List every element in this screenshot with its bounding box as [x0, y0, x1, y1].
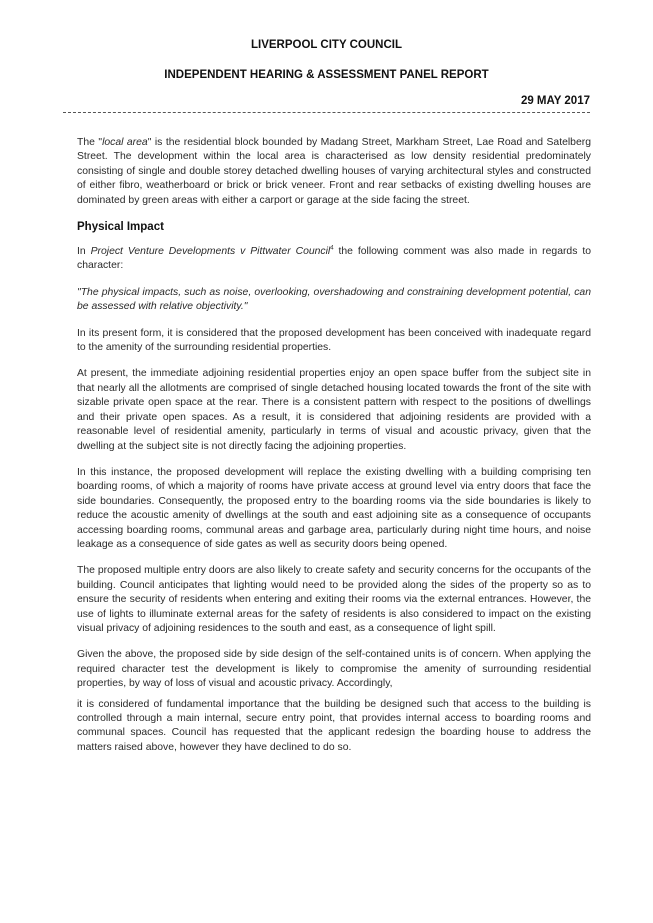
boarding-rooms-paragraph: In this instance, the proposed development will replace the existing dwelling with a building comprising ten boarding rooms, of which a majority of rooms have private access at ground level via entry doors that face the side boundaries. Consequently, the proposed entry to the boarding rooms via the side boundaries is likely to reduce the acoustic amenity of dwellings at the south and east adjoining site as a consequence of occupants accessing boarding rooms, communal areas and garbage area, particularly during night time hours, and noise leakage as a consequence of side gates as well as security doors being opened.: [77, 466, 591, 550]
council-name: LIVERPOOL CITY COUNCIL: [250, 39, 402, 51]
report-date: 29 MAY 2017: [520, 95, 590, 107]
report-body: [77, 136, 591, 767]
case-reference-paragraph: In Project Venture Developments v Pittwater Council$^4$ the following comment was also made in regards to character:: [77, 245, 591, 272]
report-title: INDEPENDENT HEARING & ASSESSMENT PANEL REPORT: [164, 69, 489, 81]
local-area-paragraph: The "local area" is the residential block bounded by Madang Street, Markham Street, Lae Road and Satelberg Street. The development within the local area is characterised as low density residential predominately consisting of single and double storey detached dwelling houses of varying architectural styles and constructed of either fibro, weatherboard or brick or brick veneer. Front and rear setbacks of existing dwelling houses are dominated by green areas with either a carport or garage at the side facing the street.: [77, 137, 591, 206]
open-space-paragraph: At present, the immediate adjoining residential properties enjoy an open space buffer from the subject site in that nearly all the allotments are comprised of single detached housing located towards the front of the site with sizable private open space at the rear. There is a consistent pattern with respect to the positions of dwellings and their private open spaces. As a result, it is considered that adjoining residents are provided with a reasonable level of residential amenity, particularly in terms of visual and acoustic privacy, given that the dwelling at the subject site is not directly facing the adjoining properties.: [77, 368, 591, 452]
local-area-term: local area: [102, 137, 148, 148]
footnote-marker: 4: [330, 245, 334, 252]
case-quote: "The physical impacts, such as noise, overlooking, overshadowing and constraining development potential, can be assessed with relative objectivity.": [77, 286, 591, 313]
security-paragraph: The proposed multiple entry doors are also likely to create safety and security concerns for the occupants of the building. Council anticipates that lighting would need to be provided along the sides of the property so as to ensure the security of residents when entering and exiting their rooms via the external entrances. However, the use of lights to illuminate external areas for the safety of residents is also considered to impact on the existing visual privacy of adjoining residences to the south and east, as a consequence of light spill.: [77, 565, 591, 634]
header-divider: [63, 112, 590, 113]
design-concern-paragraph: Given the above, the proposed side by side design of the self-contained units is of concern. When applying the required character test the development is likely to compromise the amenity of surrounding residential properties, by way of loss of visual and acoustic privacy. Accordingly,: [77, 649, 591, 690]
section-heading-physical-impact: Physical Impact: [77, 221, 164, 234]
case-name: Project Venture Developments v Pittwater Council: [90, 246, 331, 258]
redesign-paragraph: it is considered of fundamental importance that the building be designed such that access to the building is controlled through a main internal, secure entry point, that provides internal access to boarding rooms and communal spaces. Council has requested that the applicant redesign the boarding house to address the matters raised above, however they have declined to do so.: [77, 698, 591, 753]
amenity-paragraph: In its present form, it is considered that the proposed development has been conceived with inadequate regard to the amenity of the surrounding residential properties.: [77, 327, 591, 354]
